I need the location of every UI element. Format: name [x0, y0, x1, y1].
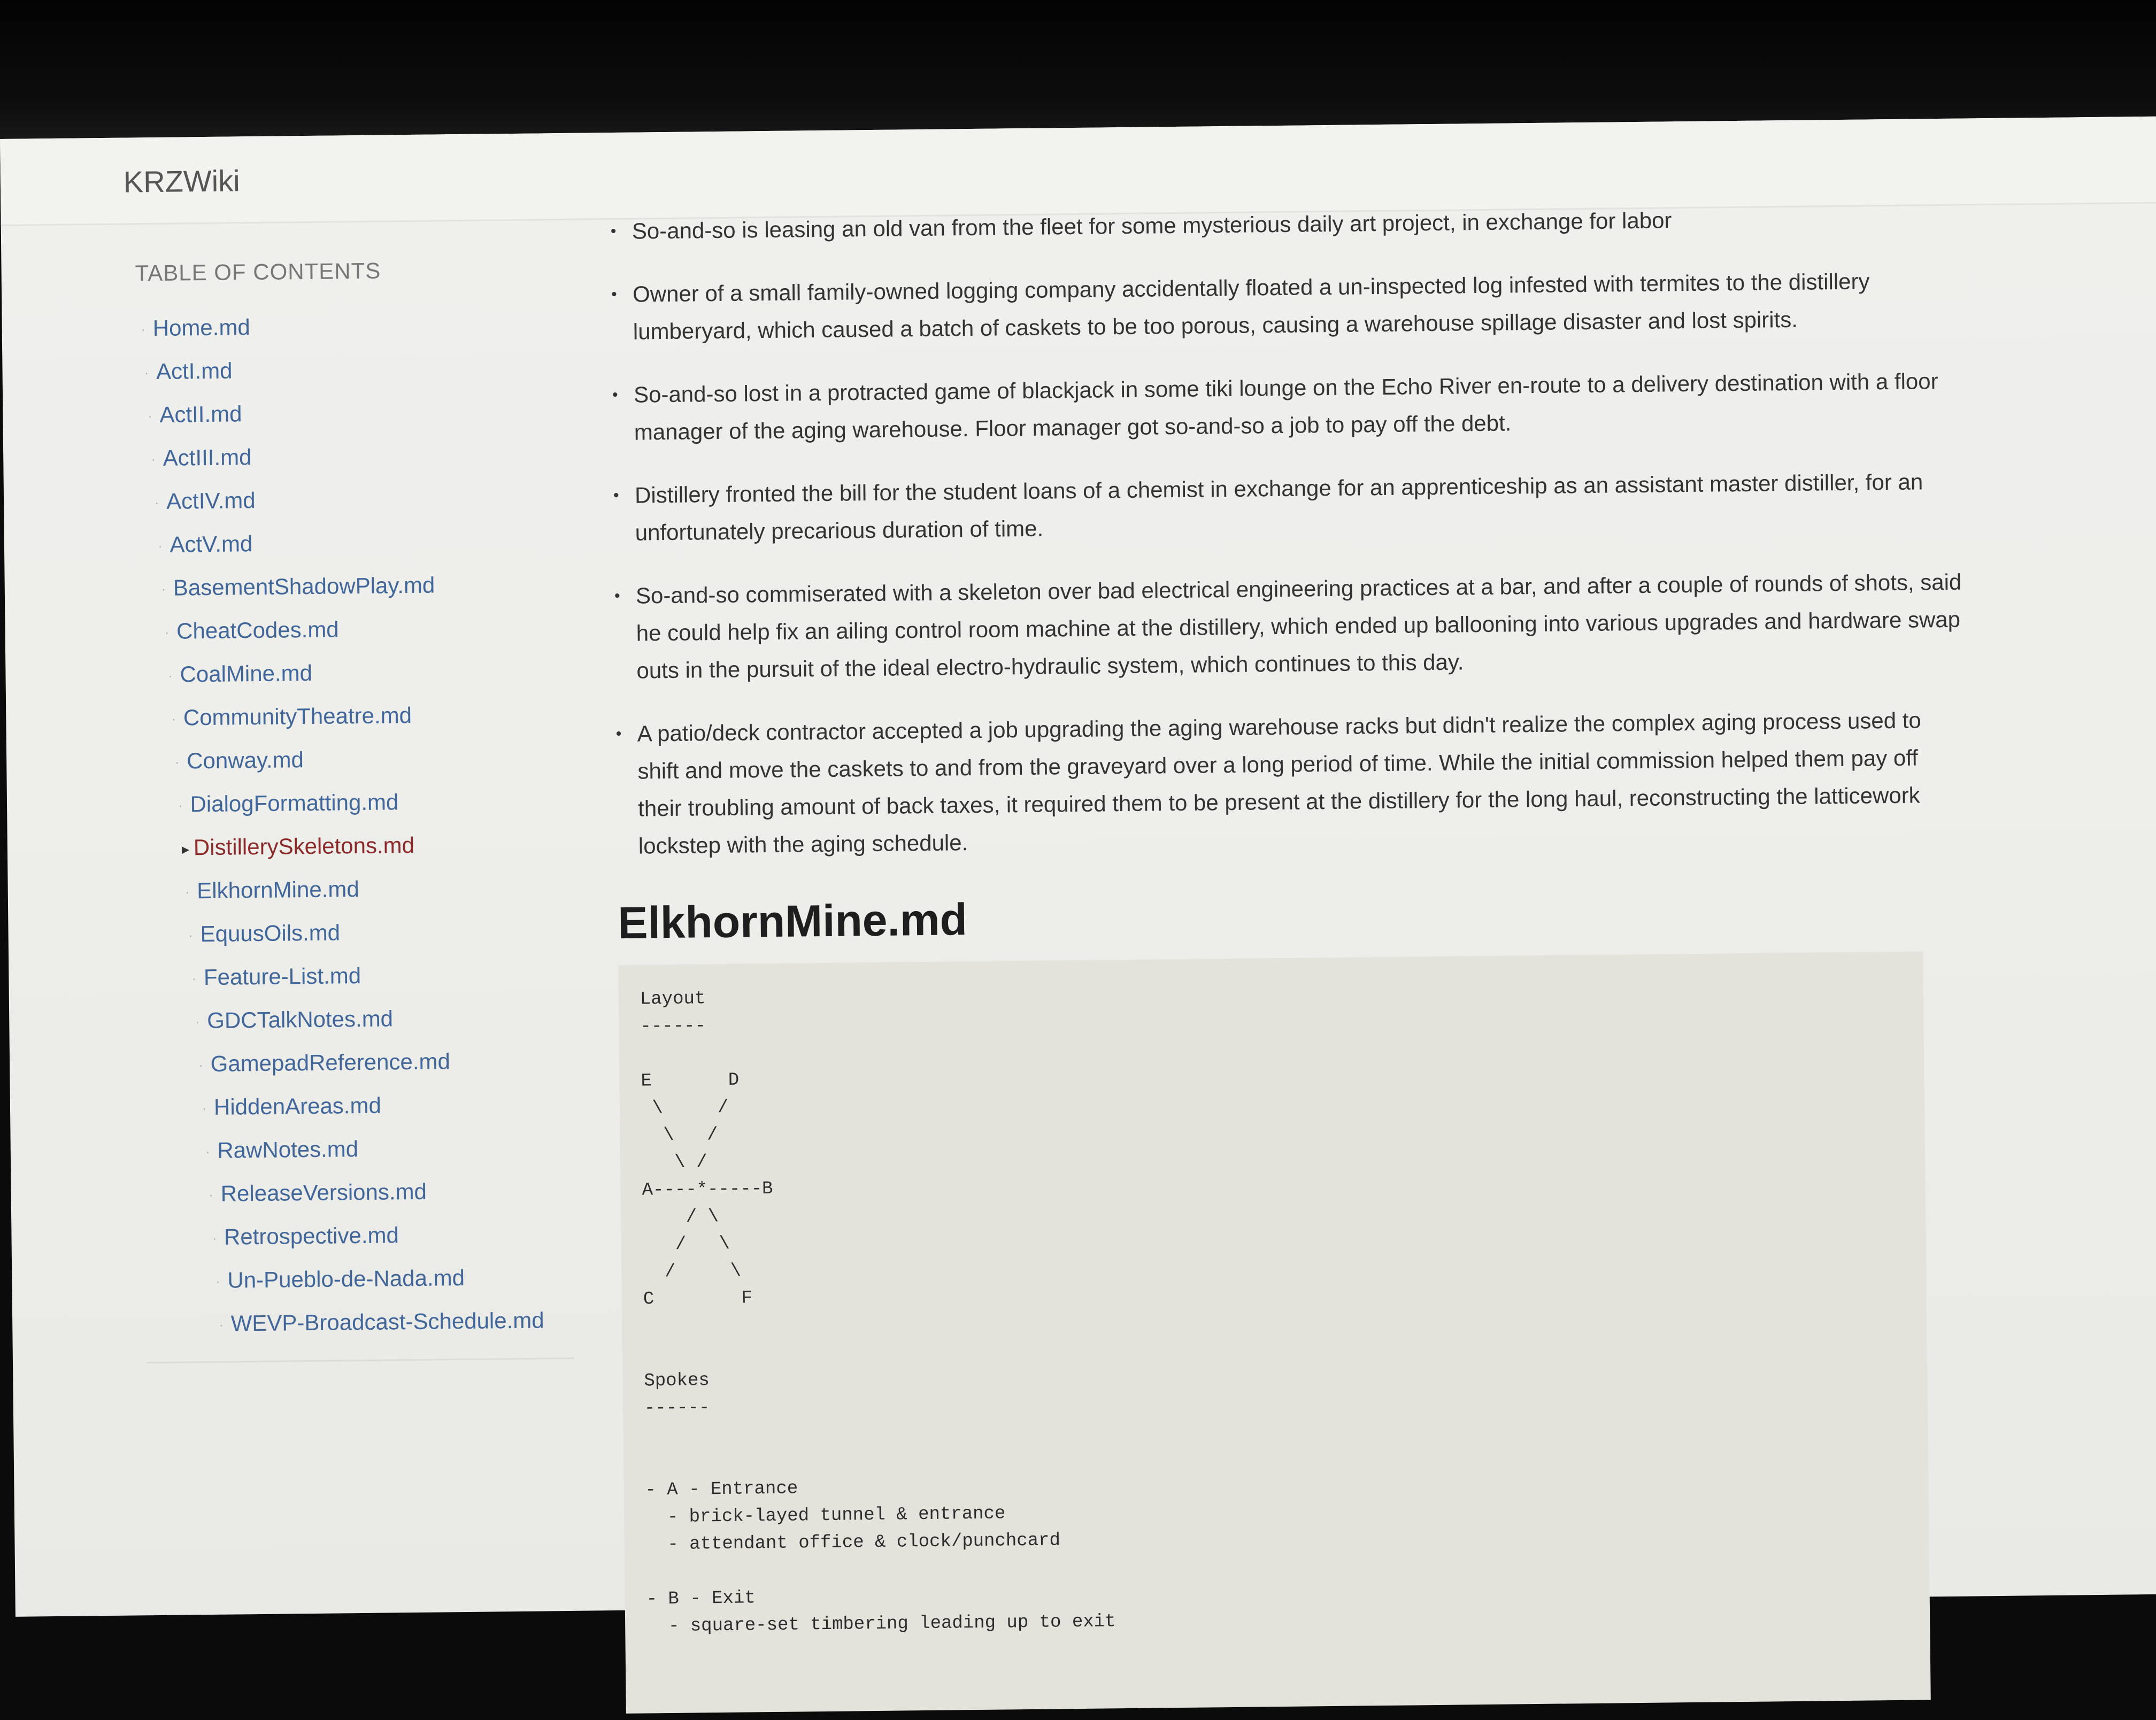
main-content: [611, 199, 1974, 1714]
toc-item-label: GDCTalkNotes.md: [207, 1006, 394, 1033]
toc-item-label: Conway.md: [186, 747, 304, 774]
bullet-dot-icon: ·: [178, 798, 183, 813]
bullet-dot-icon: ·: [219, 1318, 224, 1333]
toc-item[interactable]: [136, 345, 564, 393]
bullet-list: [611, 199, 1965, 865]
list-item: • So-and-so commiserated with a skeleton over bad electrical engineering practices at a bar, and after a couple of rounds of shots, said he could help fix an ailing control room machine at the distillery, which ended up ballooning into various upgrades and hardware swap outs in the pursuit of the ideal electro-hydraulic system, which continues to this day.: [614, 564, 1963, 690]
toc-item-label: ActIII.md: [163, 444, 252, 471]
toc-item-label: BasementShadowPlay.md: [173, 572, 435, 600]
bullet-dot-icon: ·: [151, 452, 156, 467]
toc-item-label: Home.md: [152, 314, 251, 341]
toc-item[interactable]: [137, 475, 566, 523]
toc-title: TABLE OF CONTENTS: [135, 258, 381, 286]
toc-item-label: DialogFormatting.md: [190, 789, 399, 817]
toc-item[interactable]: [144, 1082, 572, 1129]
bullet-dot-icon: ·: [148, 409, 152, 424]
toc-item[interactable]: [141, 822, 569, 869]
toc-item-label: EquusOils.md: [200, 920, 341, 947]
bullet-dot-icon: ·: [188, 928, 193, 943]
toc-item[interactable]: [139, 649, 567, 696]
toc-item-label: ActII.md: [159, 401, 242, 427]
triangle-right-icon: ▸: [181, 840, 190, 858]
bullet-dot-icon: ·: [155, 496, 159, 511]
bullet-dot-icon: ·: [205, 1145, 210, 1160]
toc-item-label: DistillerySkeletons.md: [193, 832, 415, 860]
toc-item-label: ActV.md: [170, 531, 253, 557]
toc-item[interactable]: [143, 1038, 572, 1086]
bullet-dot-icon: ·: [191, 971, 197, 986]
list-item: • So-and-so lost in a protracted game of blackjack in some tiki lounge on the Echo River en-route to a delivery destination with a floor manager of the aging warehouse. Floor manager got so-and-so a job to pay off the debt.: [612, 362, 1960, 451]
list-item: • Distillery fronted the bill for the student loans of a chemist in exchange for an apprenticeship as an assistant master distiller, for an unfortunately precarious duration of time.: [613, 463, 1961, 552]
toc-item-label: CheatCodes.md: [176, 616, 339, 644]
bullet-dot-icon: ·: [212, 1231, 217, 1246]
bullet-dot-icon: ·: [158, 539, 163, 554]
bullet-dot-icon: ·: [185, 885, 190, 900]
brand-logo[interactable]: KRZWiki: [123, 164, 240, 199]
toc-item[interactable]: [143, 995, 571, 1043]
section-title: ElkhornMine.md: [617, 894, 968, 948]
bullet-dot-icon: ·: [168, 669, 173, 684]
toc-item[interactable]: [142, 908, 570, 956]
bullet-dot-icon: ·: [161, 582, 166, 597]
toc-item-label: ActIV.md: [166, 488, 256, 514]
toc-item[interactable]: [144, 1125, 572, 1173]
wiki-page: [0, 117, 2156, 1637]
bullet-dot-icon: ·: [209, 1188, 213, 1203]
toc-item[interactable]: [144, 1168, 573, 1216]
toc-item[interactable]: [145, 1255, 574, 1302]
toc-item-label: ElkhornMine.md: [196, 876, 359, 904]
list-item: • A patio/deck contractor accepted a job upgrading the aging warehouse racks but didn't realize the complex aging process used to shift and move the caskets to and from the graveyard over a long period of time. While the initial commission helped them pay off their troubling amount of back taxes, it required them to be present at the distillery for the long haul, reconstructing the latticework lockstep with the aging schedule.: [615, 701, 1965, 865]
toc-item-label: RawNotes.md: [217, 1136, 359, 1163]
bullet-dot-icon: ·: [202, 1101, 207, 1116]
toc-item[interactable]: [145, 1212, 573, 1259]
bullet-dot-icon: ·: [171, 712, 176, 727]
toc-item[interactable]: [141, 865, 569, 913]
toc-item[interactable]: [138, 605, 567, 653]
toc-item[interactable]: [146, 1298, 574, 1346]
bullet-dot-icon: ·: [141, 322, 145, 337]
list-item: • So-and-so is leasing an old van from the fleet for some mysterious daily art project, in exchange for labor: [611, 199, 1959, 250]
bullet-dot-icon: ·: [165, 626, 170, 641]
toc-item-label: CoalMine.md: [180, 660, 313, 687]
bullet-dot-icon: ·: [215, 1275, 220, 1290]
toc-item-label: GamepadReference.md: [210, 1048, 451, 1076]
bullet-dot-icon: ·: [198, 1058, 203, 1073]
code-block: Layout ------ E D \ / \ / \ / A----*-----B / \ / \ / \ C F Spokes ------ - A - Entrance - brick-layed tunnel & entrance - attendant office & clock/punchcard - B - Exit - square-set timbering leading up to exit: [618, 951, 1931, 1713]
toc-item[interactable]: [138, 519, 566, 566]
list-item: • Owner of a small family-owned logging company accidentally floated a un-inspected log infested with termites to the distillery lumberyard, which caused a batch of caskets to be too porous, causing a warehouse spillage disaster and lost spirits.: [611, 262, 1959, 351]
toc-item-label: HiddenAreas.md: [213, 1092, 382, 1120]
toc-item-label: Retrospective.md: [224, 1222, 399, 1249]
bullet-dot-icon: ·: [195, 1015, 200, 1030]
toc-item-label: ActI.md: [156, 358, 233, 384]
toc-item-label: CommunityTheatre.md: [183, 702, 412, 730]
toc-item[interactable]: [138, 562, 566, 610]
toc-item[interactable]: [141, 778, 569, 826]
toc-item[interactable]: [142, 952, 571, 999]
toc-item[interactable]: [136, 389, 565, 436]
toc-item-label: Feature-List.md: [203, 963, 361, 990]
toc-list: [135, 302, 574, 1363]
toc-item-label: Un-Pueblo-de-Nada.md: [227, 1265, 465, 1293]
bullet-dot-icon: ·: [144, 366, 149, 381]
toc-item[interactable]: [140, 735, 568, 783]
toc-item-label: WEVP-Broadcast-Schedule.md: [230, 1307, 544, 1336]
bullet-dot-icon: ·: [175, 755, 180, 770]
toc-item[interactable]: [135, 302, 564, 350]
sidebar: [135, 256, 574, 1363]
toc-item[interactable]: [140, 692, 568, 739]
toc-item-label: ReleaseVersions.md: [220, 1178, 427, 1206]
toc-item[interactable]: [137, 432, 565, 480]
